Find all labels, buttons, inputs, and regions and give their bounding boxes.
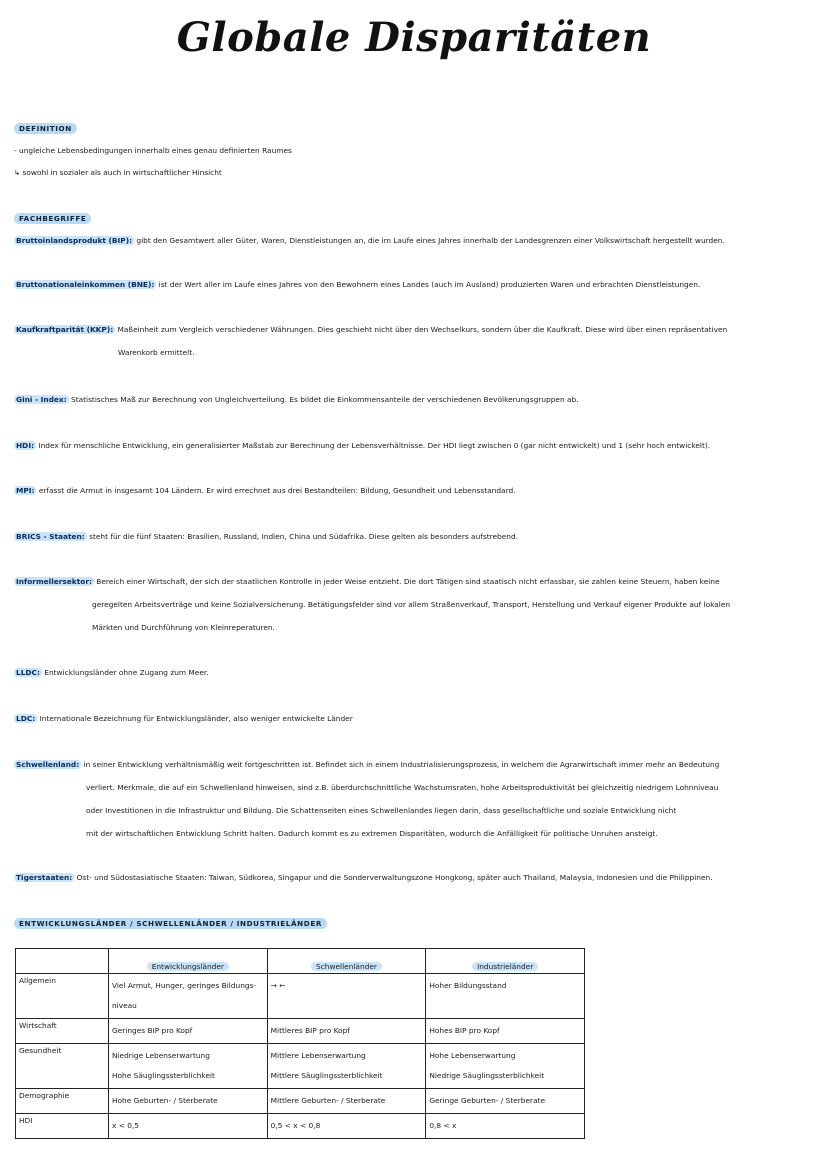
term-entry-ldc	[14, 714, 353, 724]
table-cell: Hohes BIP pro Kopf	[426, 1019, 585, 1044]
table-cell: x < 0,5	[108, 1114, 267, 1139]
term-label: Tigerstaaten:	[16, 873, 73, 882]
term-text: Maßeinheit zum Vergleich verschiedener Währungen. Dies geschieht nicht über den Wechselkurs, sondern über die Kaufkraft. Diese wird über einen repräsentativen	[117, 325, 728, 334]
table-row	[16, 1044, 585, 1089]
term-text-continued: Warenkorb ermittelt.	[118, 348, 195, 357]
term-text-continued: oder Investitionen in die Infrastruktur und Bildung. Die Schattenseiten eines Schwellenlandes liegen darin, dass gesellschaftliche und soziale Entwicklung nicht	[86, 806, 677, 815]
term-label: HDI:	[16, 441, 35, 450]
term-entry-informeller-sektor	[14, 577, 720, 587]
table-cell: Geringe Geburten- / Sterberate	[426, 1089, 585, 1114]
table-cell: Hoher Bildungsstand	[426, 974, 585, 1019]
table-cell: Viel Armut, Hunger, geringes Bildungs- niveau	[108, 974, 267, 1019]
table-cell: Niedrige Lebenserwartung Hohe Säuglingssterblichkeit	[108, 1044, 267, 1089]
term-entry-bne	[14, 280, 700, 290]
table-header: Industrieländer	[426, 949, 585, 974]
term-label: LLDC:	[16, 668, 40, 677]
term-entry-bip	[14, 236, 725, 246]
definition-line: - ungleiche Lebensbedingungen innerhalb eines genau definierten Raumes	[14, 146, 292, 155]
term-entry-lldc	[14, 668, 209, 678]
term-entry-tigerstaaten	[14, 873, 713, 883]
comparison-table	[15, 948, 585, 1139]
table-cell: Mittlere Geburten- / Sterberate	[267, 1089, 426, 1114]
row-label: Demographie	[16, 1089, 109, 1114]
section-tag-vergleich: ENTWICKLUNGSLÄNDER / SCHWELLENLÄNDER / INDUSTRIELÄNDER	[14, 918, 327, 929]
arrow-icons: → ←	[270, 981, 286, 990]
term-label: Schwellenland:	[16, 760, 80, 769]
table-header-row	[16, 949, 585, 974]
term-text: erfasst die Armut in insgesamt 104 Ländern. Er wird errechnet aus drei Bestandteilen: Bildung, Gesundheit und Lebensstandard.	[38, 486, 516, 495]
term-text: ist der Wert aller im Laufe eines Jahres von den Bewohnern eines Landes (auch im Ausland) produzierten Waren und erbrachten Dienstleistungen.	[158, 280, 701, 289]
table-cell: 0,5 < x < 0,8	[267, 1114, 426, 1139]
section-tag-definition: DEFINITION	[14, 123, 77, 134]
term-entry-schwellenland	[14, 760, 719, 770]
term-text-continued: verliert. Merkmale, die auf ein Schwellenland hinweisen, sind z.B. überdurchschnittliche Wachstumsraten, hohe Arbeitsproduktivität bei gleichzeitig niedrigem Lohnniveau	[86, 783, 719, 792]
row-label: HDI	[16, 1114, 109, 1139]
table-row	[16, 1019, 585, 1044]
term-label: MPI:	[16, 486, 35, 495]
term-text: gibt den Gesamtwert aller Güter, Waren, Dienstleistungen an, die im Laufe eines Jahres innerhalb der Landesgrenzen einer Volkswirtschaft hergestellt wurden.	[136, 236, 725, 245]
table-cell: Geringes BIP pro Kopf	[108, 1019, 267, 1044]
section-tag-fachbegriffe: FACHBEGRIFFE	[14, 213, 91, 224]
term-entry-kkp	[14, 325, 727, 335]
page-title: Globale Disparitäten	[176, 14, 652, 61]
table-cell: Hohe Geburten- / Sterberate	[108, 1089, 267, 1114]
table-header: Entwicklungsländer	[108, 949, 267, 974]
term-label: LDC:	[16, 714, 36, 723]
table-row	[16, 1114, 585, 1139]
table-cell: 0,8 < x	[426, 1114, 585, 1139]
table-cell: Mittleres BIP pro Kopf	[267, 1019, 426, 1044]
term-text: in seiner Entwicklung verhältnismäßig weit fortgeschritten ist. Befindet sich in einem Industrialisierungsprozess, in welchem die Agrarwirtschaft immer mehr an Bedeutung	[83, 760, 720, 769]
row-label: Gesundheit	[16, 1044, 109, 1089]
term-text: Statistisches Maß zur Berechnung von Ungleichverteilung. Es bildet die Einkommensanteile der verschiedenen Bevölkerungsgruppen ab.	[71, 395, 579, 404]
term-text-continued: geregelten Arbeitsverträge und keine Sozialversicherung. Betätigungsfelder sind vor allem Straßenverkauf, Transport, Herstellung und Verkauf eigener Produkte auf lokalen	[92, 600, 731, 609]
term-label: BRICS - Staaten:	[16, 532, 85, 541]
term-label: Informellersektor:	[16, 577, 92, 586]
term-text-continued: mit der wirtschaftlichen Entwicklung Schritt halten. Dadurch kommt es zu extremen Disparitäten, wodurch die Anfälligkeit für politische Unruhen ansteigt.	[86, 829, 658, 838]
row-label: Allgemein	[16, 974, 109, 1019]
table-header-empty	[16, 949, 109, 974]
term-text: steht für die fünf Staaten: Brasilien, Russland, Indien, China und Südafrika. Diese gelten als besonders aufstrebend.	[89, 532, 519, 541]
table-cell: Hohe Lebenserwartung Niedrige Säuglingssterblichkeit	[426, 1044, 585, 1089]
table-row	[16, 1089, 585, 1114]
term-label: Kaufkraftparität (KKP):	[16, 325, 114, 334]
definition-line: ↳ sowohl in sozialer als auch in wirtschaftlicher Hinsicht	[14, 168, 222, 177]
term-text: Index für menschliche Entwicklung, ein generalisierter Maßstab zur Berechnung der Lebensverhältnisse. Der HDI liegt zwischen 0 (gar nicht entwickelt) und 1 (sehr hoch entwickelt).	[38, 441, 711, 450]
term-text-continued: Märkten und Durchführung von Kleinreperaturen.	[92, 623, 275, 632]
term-text: Bereich einer Wirtschaft, der sich der staatlichen Kontrolle in jeder Weise entzieht. Die dort Tätigen sind staatisch nicht erfassbar, sie zahlen keine Steuern, haben keine	[96, 577, 720, 586]
table-row	[16, 974, 585, 1019]
term-text: Ost- und Südostasiatische Staaten: Taiwan, Südkorea, Singapur und die Sonderverwaltungszone Hongkong, später auch Thailand, Malaysia, Indonesien und die Philippinen.	[76, 873, 713, 882]
term-text: Internationale Bezeichnung für Entwicklungsländer, also weniger entwickelte Länder	[39, 714, 353, 723]
table-cell	[267, 974, 426, 1019]
table-cell: Mittlere Lebenserwartung Mittlere Säuglingssterblichkeit	[267, 1044, 426, 1089]
table-header: Schwellenländer	[267, 949, 426, 974]
term-label: Gini - Index:	[16, 395, 67, 404]
term-label: Bruttonationaleinkommen (BNE):	[16, 280, 155, 289]
term-label: Bruttoinlandsprodukt (BIP):	[16, 236, 133, 245]
term-entry-mpi	[14, 486, 516, 496]
row-label: Wirtschaft	[16, 1019, 109, 1044]
term-entry-hdi	[14, 441, 710, 451]
term-entry-brics	[14, 532, 518, 542]
term-entry-gini	[14, 395, 579, 405]
term-text: Entwicklungsländer ohne Zugang zum Meer.	[44, 668, 209, 677]
